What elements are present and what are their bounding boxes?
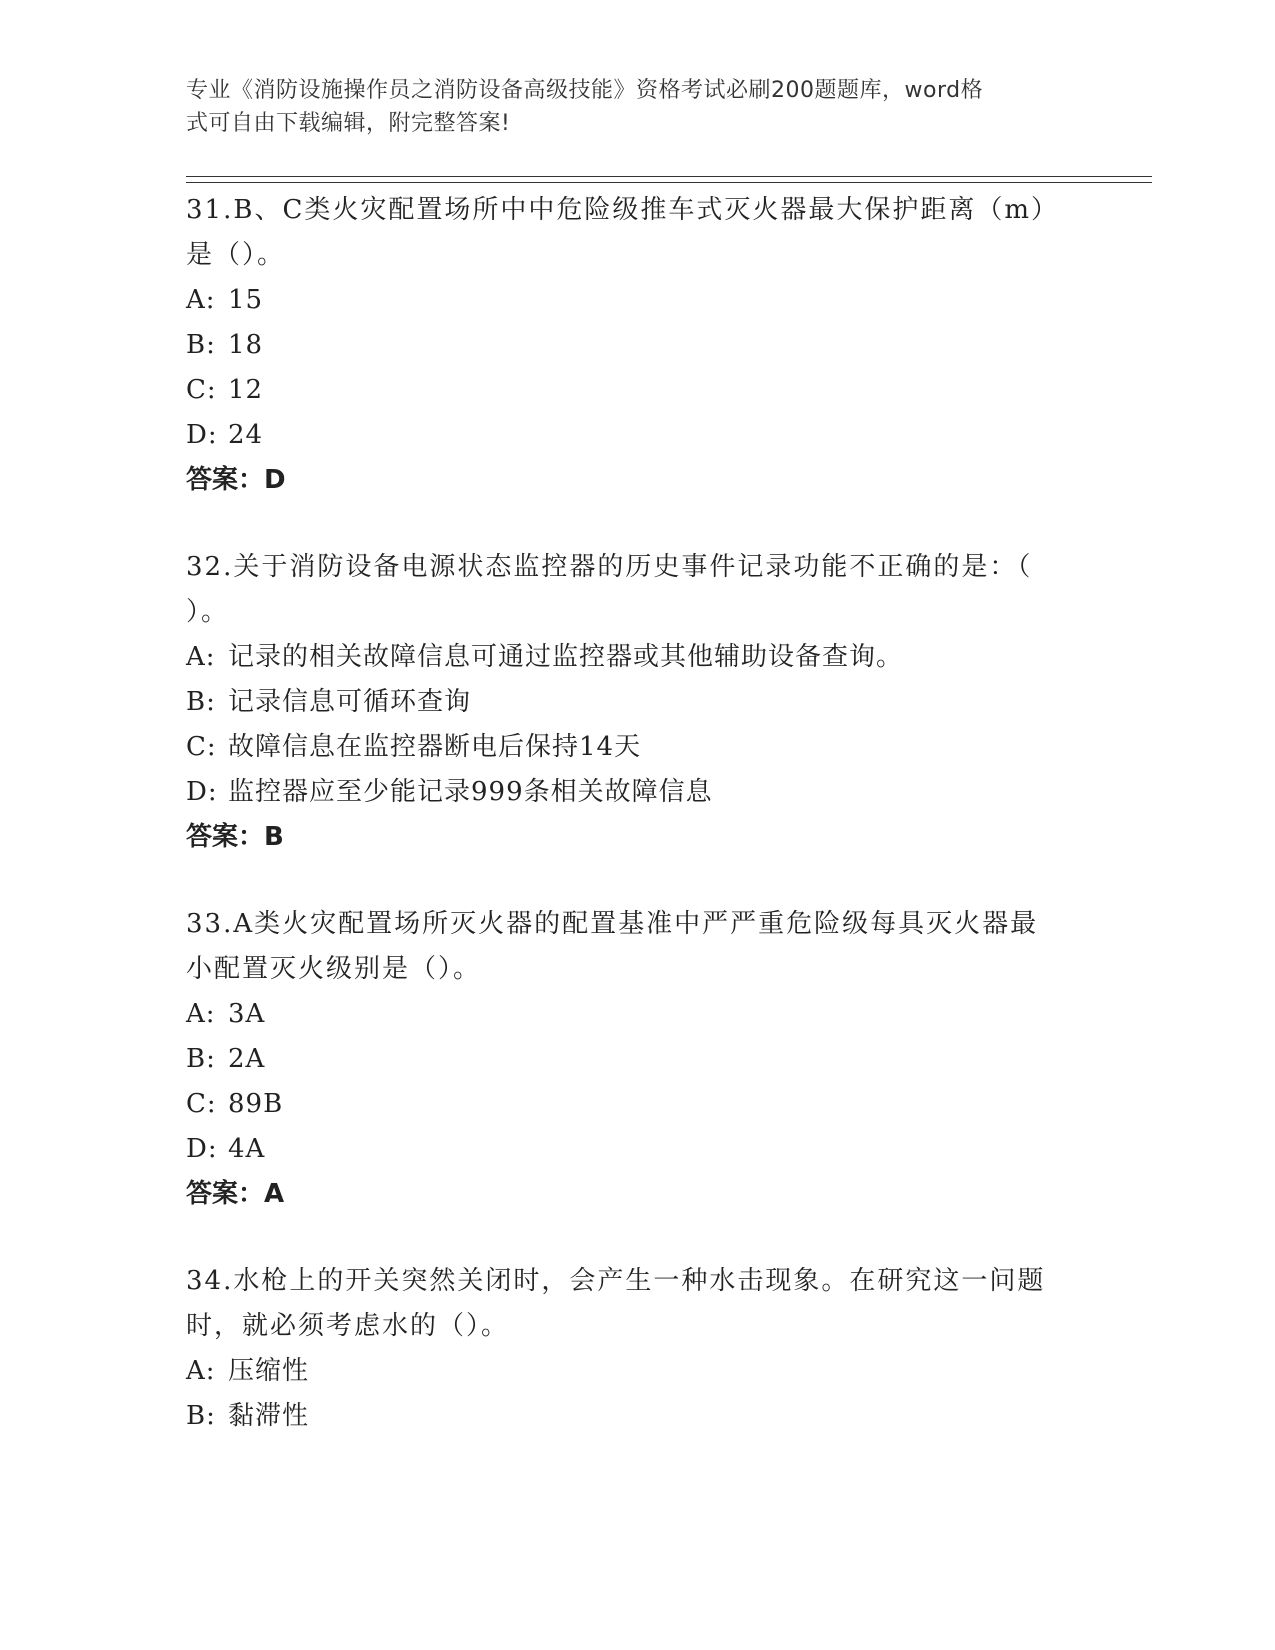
option-text: 黏滞性 [228,1401,310,1431]
option-text: 24 [228,420,264,450]
option-text: 12 [228,375,264,405]
question-31 [186,188,1076,503]
document-header [186,74,1066,140]
option-key: D: [186,1134,218,1164]
option-key: A: [186,999,216,1029]
option-d [186,770,1076,815]
option-a [186,992,1076,1037]
option-d [186,1127,1076,1172]
question-34 [186,1259,1076,1439]
option-text: 4A [228,1134,266,1164]
header-divider-top [186,176,1152,177]
option-text: 2A [228,1044,266,1074]
option-text: 监控器应至少能记录999条相关故障信息 [228,777,713,807]
option-b [186,680,1076,725]
option-text: 3A [228,999,266,1029]
option-key: A: [186,1356,216,1386]
question-stem-line: ）。 [186,597,230,627]
option-key: C: [186,375,217,405]
option-b [186,1394,1076,1439]
option-text: 15 [228,285,264,315]
option-text: 记录信息可循环查询 [228,687,472,717]
option-key: C: [186,732,217,762]
option-key: B: [186,1044,216,1074]
option-text: 18 [228,330,264,360]
option-a [186,278,1076,323]
answer-line: 答案：B [186,822,284,852]
option-b [186,1037,1076,1082]
option-key: C: [186,1089,217,1119]
question-list [186,188,1076,1481]
option-key: D: [186,777,218,807]
question-stem-line: 34.水枪上的开关突然关闭时，会产生一种水击现象。在研究这一问题 [186,1266,1046,1296]
option-c [186,368,1076,413]
question-stem-line: 时，就必须考虑水的（）。 [186,1311,510,1341]
option-key: B: [186,1401,216,1431]
answer-line: 答案：A [186,1179,285,1209]
option-key: D: [186,420,218,450]
question-stem-line: 是（）。 [186,240,286,270]
question-33 [186,902,1076,1217]
option-text: 故障信息在监控器断电后保持14天 [228,732,642,762]
option-b [186,323,1076,368]
option-key: B: [186,687,216,717]
question-32 [186,545,1076,860]
header-line-2: 式可自由下载编辑，附完整答案! [186,111,511,136]
option-text: 89B [228,1089,284,1119]
option-c [186,725,1076,770]
option-a [186,1349,1076,1394]
option-key: A: [186,285,216,315]
answer-line: 答案：D [186,465,286,495]
question-stem-line: 33.A类火灾配置场所灭火器的配置基准中严严重危险级每具灭火器最 [186,909,1039,939]
option-key: A: [186,642,216,672]
option-d [186,413,1076,458]
header-divider-bottom [186,182,1152,183]
question-stem-line: 31.B、C类火灾配置场所中中危险级推车式灭火器最大保护距离（m） [186,195,1060,225]
option-text: 压缩性 [228,1356,310,1386]
option-c [186,1082,1076,1127]
question-stem-line: 小配置灭火级别是（）。 [186,954,482,984]
option-key: B: [186,330,216,360]
option-text: 记录的相关故障信息可通过监控器或其他辅助设备查询。 [228,642,904,672]
question-stem-line: 32.关于消防设备电源状态监控器的历史事件记录功能不正确的是：（ [186,552,1033,582]
option-a [186,635,1076,680]
header-line-1: 专业《消防设施操作员之消防设备高级技能》资格考试必刷200题题库，word格 [186,78,984,103]
